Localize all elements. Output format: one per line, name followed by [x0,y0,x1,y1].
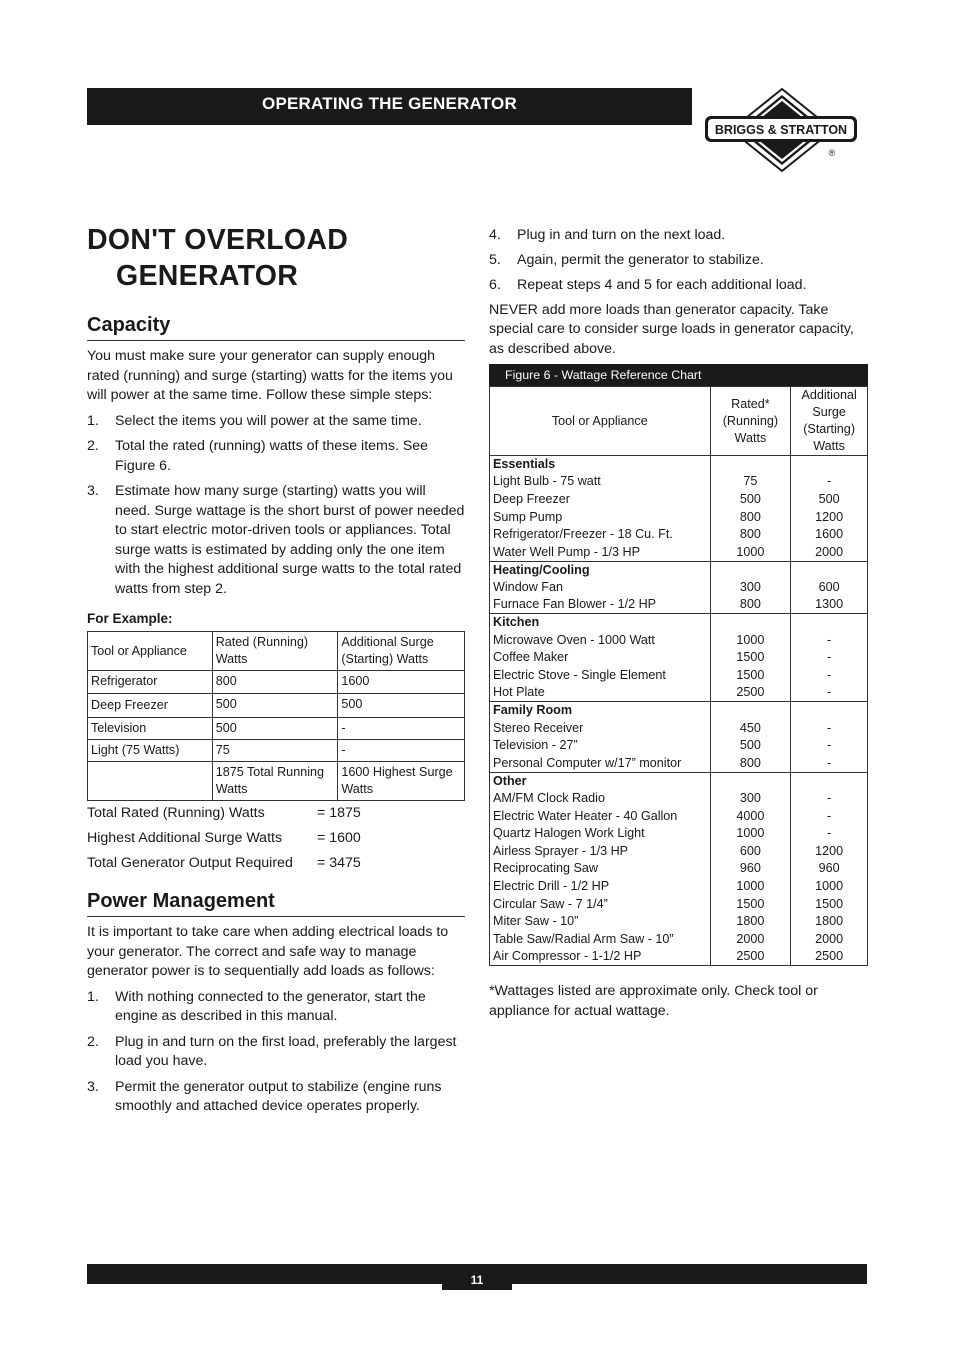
example-table [87,631,465,801]
category-label: Essentials [490,456,711,474]
step-text: Repeat steps 4 and 5 for each additional load. [517,277,807,293]
table-cell: - [791,649,868,667]
step-text: Again, permit the generator to stabilize. [517,252,764,268]
table-cell: 1500 [791,895,868,913]
table-cell: - [791,737,868,755]
table-row [490,807,868,825]
table-cell: - [338,740,465,762]
list-item [87,1033,465,1072]
table-cell: 500 [710,737,791,755]
table-cell: 75 [212,740,338,762]
table-cell: 800 [710,596,791,614]
table-cell: - [791,807,868,825]
table-cell: 1800 [791,913,868,931]
table-cell: 800 [710,755,791,773]
table-cell: Table Saw/Radial Arm Saw - 10” [490,931,711,949]
totals-row [87,851,465,876]
table-row [490,649,868,667]
table-category-row [490,561,868,579]
table-cell: 1200 [791,508,868,526]
totals-value: = 1875 [317,805,361,821]
list-item [87,1078,465,1117]
totals-label: Total Generator Output Required [87,855,293,871]
step-text: Select the items you will power at the same time. [115,412,422,429]
registered-mark: ® [828,148,836,158]
table-row [490,895,868,913]
list-item [87,437,465,476]
table-cell: Coffee Maker [490,649,711,667]
table-header-cell: Additional Surge (Starting) Watts [338,632,465,671]
table-category-row [490,614,868,632]
wattage-chart-title: Figure 6 - Wattage Reference Chart [489,364,868,386]
list-item [87,482,465,599]
table-row [490,491,868,509]
category-label: Other [490,772,711,790]
table-cell: 2000 [791,931,868,949]
table-cell: Stereo Receiver [490,719,711,737]
table-cell: - [791,719,868,737]
table-category-row [490,456,868,474]
table-cell: Light Bulb - 75 watt [490,473,711,491]
table-cell: 600 [710,843,791,861]
table-cell: Hot Plate [490,684,711,702]
table-row [490,596,868,614]
table-cell: Refrigerator/Freezer - 18 Cu. Ft. [490,526,711,544]
table-cell [710,614,791,632]
left-column [87,222,465,1117]
table-row [490,843,868,861]
table-cell: 800 [710,526,791,544]
table-cell: - [791,631,868,649]
example-label: For Example: [87,611,173,626]
table-cell: Electric Water Heater - 40 Gallon [490,807,711,825]
table-header-cell: Tool or Appliance [490,387,711,456]
table-cell: 75 [710,473,791,491]
wattage-table [489,386,868,966]
table-cell: Sump Pump [490,508,711,526]
list-item [87,412,465,432]
table-cell: Quartz Halogen Work Light [490,825,711,843]
table-row [490,684,868,702]
table-cell [710,702,791,720]
table-cell: Electric Stove - Single Element [490,667,711,685]
table-cell: - [791,473,868,491]
table-cell: Microwave Oven - 1000 Watt [490,631,711,649]
step-number: 2. [87,438,99,454]
table-row [490,737,868,755]
category-label: Heating/Cooling [490,561,711,579]
table-cell: Electric Drill - 1/2 HP [490,878,711,896]
section-header-bar [87,88,692,125]
table-row [490,719,868,737]
table-cell: Furnace Fan Blower - 1/2 HP [490,596,711,614]
table-row [88,671,465,694]
table-cell [791,614,868,632]
page-title [87,222,465,294]
table-cell: 450 [710,719,791,737]
table-cell: 300 [710,579,791,597]
table-cell: - [791,684,868,702]
table-cell: Light (75 Watts) [88,740,213,762]
step-text: Plug in and turn on the first load, preferably the largest load you have. [115,1033,457,1069]
table-cell: Television [88,718,213,740]
table-cell: - [791,825,868,843]
table-cell: 2000 [791,543,868,561]
table-row [490,755,868,773]
table-header-cell: Tool or Appliance [88,632,213,671]
totals-label: Total Rated (Running) Watts [87,805,265,821]
table-cell: Air Compressor - 1-1/2 HP [490,948,711,966]
step-number: 3. [87,483,99,499]
table-row [490,878,868,896]
table-cell: 2500 [710,684,791,702]
totals-row [87,826,465,851]
step-number: 1. [87,988,99,1005]
power-management-intro: It is important to take care when adding electrical loads to your generator. The correct and safe way to manage generator power is to sequentially add loads as follows: [87,924,449,979]
table-cell: 1300 [791,596,868,614]
page-title-line1: DON'T OVERLOAD [87,224,349,256]
table-cell: 300 [710,790,791,808]
table-cell: 1875 Total Running Watts [212,762,338,801]
table-row [88,718,465,740]
table-cell: Television - 27” [490,737,711,755]
table-cell: 1600 [338,671,465,694]
table-row [490,579,868,597]
table-row [490,948,868,966]
table-category-row [490,772,868,790]
totals-value: = 3475 [317,855,361,871]
table-cell: Refrigerator [88,671,213,694]
table-cell: - [338,718,465,740]
totals-value: = 1600 [317,830,361,846]
step-number: 4. [489,227,501,243]
table-row [490,526,868,544]
capacity-heading: Capacity [87,314,465,341]
list-item [489,251,868,271]
table-cell [791,772,868,790]
table-cell: - [791,755,868,773]
step-number: 1. [87,412,99,429]
table-row [490,825,868,843]
wattage-footnote: *Wattages listed are approximate only. Check tool or appliance for actual wattage. [489,983,818,1019]
logo-text: BRIGGS & STRATTON [714,123,848,137]
step-text: Plug in and turn on the next load. [517,227,726,243]
table-cell: 1500 [710,895,791,913]
category-label: Family Room [490,702,711,720]
table-header-cell: Rated* (Running) Watts [710,387,791,456]
table-cell: 1500 [710,667,791,685]
table-cell: AM/FM Clock Radio [490,790,711,808]
step-text: Estimate how many surge (starting) watts you will need. Surge wattage is the short burst of power needed to start electric motor-driven tools or appliances. Total surge watts is estimated by adding only the one item with the highest additional surge watts to the total rated watts from step 2. [115,483,465,597]
table-cell: 960 [791,860,868,878]
table-row [88,694,465,718]
page-number: 11 [442,1264,512,1290]
table-cell: Reciprocating Saw [490,860,711,878]
briggs-stratton-logo [702,86,862,176]
table-row [490,508,868,526]
table-cell [710,561,791,579]
table-row [490,543,868,561]
list-item [489,226,868,246]
table-cell [791,456,868,474]
table-cell [88,762,213,801]
table-cell [710,456,791,474]
table-row [490,860,868,878]
table-category-row [490,702,868,720]
table-cell: 500 [338,694,465,718]
table-row [490,473,868,491]
table-cell: 1600 Highest Surge Watts [338,762,465,801]
totals-row [87,801,465,826]
capacity-steps [87,412,465,600]
table-cell: 2500 [791,948,868,966]
table-row [490,790,868,808]
table-cell: 1000 [710,631,791,649]
table-cell: 1000 [710,825,791,843]
table-cell: Window Fan [490,579,711,597]
table-cell: - [791,790,868,808]
table-cell: 1500 [710,649,791,667]
table-cell: 1200 [791,843,868,861]
table-cell: 4000 [710,807,791,825]
table-cell [791,561,868,579]
section-header-title: OPERATING THE GENERATOR [262,94,517,113]
step-number: 2. [87,1033,99,1050]
step-text: With nothing connected to the generator, start the engine as described in this manual. [115,988,426,1024]
table-cell: Water Well Pump - 1/3 HP [490,543,711,561]
table-cell: 800 [212,671,338,694]
list-item [87,988,465,1027]
table-cell [710,772,791,790]
power-management-steps-continued [489,226,868,296]
table-cell: 500 [710,491,791,509]
table-row [490,631,868,649]
table-row [490,667,868,685]
capacity-intro: You must make sure your generator can supply enough rated (running) and surge (starting) watts for the items you will power at the same time. Follow these simple steps: [87,348,453,403]
table-cell: 1000 [710,878,791,896]
table-cell: Personal Computer w/17” monitor [490,755,711,773]
power-management-heading: Power Management [87,890,465,917]
table-cell: Miter Saw - 10” [490,913,711,931]
totals-label: Highest Additional Surge Watts [87,830,283,846]
page-title-line2: GENERATOR [116,260,299,292]
table-cell: 2000 [710,931,791,949]
step-text: Total the rated (running) watts of these items. See Figure 6. [115,438,429,474]
table-cell: 500 [791,491,868,509]
table-cell: 1000 [710,543,791,561]
table-cell: 2500 [710,948,791,966]
step-text: Permit the generator output to stabilize (engine runs smoothly and attached device operates properly. [115,1078,442,1114]
totals-block [87,801,465,876]
table-row [490,931,868,949]
table-cell: 1000 [791,878,868,896]
table-cell: Deep Freezer [88,694,213,718]
right-column [489,226,868,1021]
table-total-row [88,762,465,801]
table-row [490,913,868,931]
table-cell: 1600 [791,526,868,544]
table-cell: Circular Saw - 7 1/4” [490,895,711,913]
table-cell: 1800 [710,913,791,931]
capacity-warning: NEVER add more loads than generator capacity. Take special care to consider surge loads in generator capacity, as described above. [489,301,854,357]
table-cell: Deep Freezer [490,491,711,509]
step-number: 3. [87,1078,99,1095]
table-cell: 600 [791,579,868,597]
power-management-steps [87,988,465,1117]
table-header-cell: Rated (Running) Watts [212,632,338,671]
table-header-row [88,632,465,671]
list-item [489,276,868,296]
table-cell: - [791,667,868,685]
table-row [88,740,465,762]
table-cell: 500 [212,694,338,718]
table-header-cell: Additional Surge (Starting) Watts [791,387,868,456]
table-cell: 500 [212,718,338,740]
table-cell: 960 [710,860,791,878]
table-cell [791,702,868,720]
category-label: Kitchen [490,614,711,632]
table-cell: Airless Sprayer - 1/3 HP [490,843,711,861]
table-header-row [490,387,868,456]
step-number: 5. [489,252,501,268]
table-cell: 800 [710,508,791,526]
step-number: 6. [489,277,501,293]
